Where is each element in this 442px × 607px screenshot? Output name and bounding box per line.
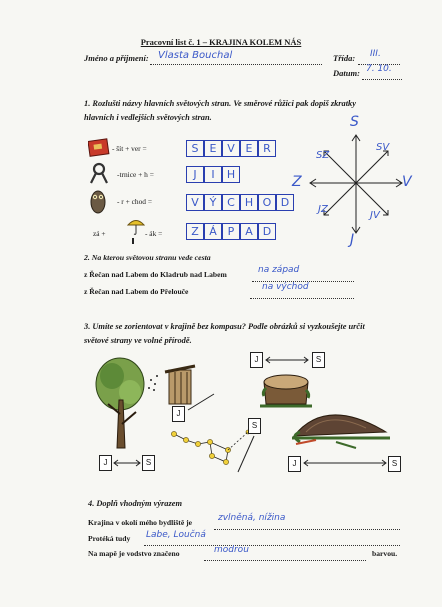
- owl-icon: [88, 186, 108, 216]
- letter-box[interactable]: E: [240, 140, 258, 157]
- name-value[interactable]: Vlasta Bouchal: [158, 50, 233, 61]
- task3-heading-2: světové strany ve volné přírodě.: [84, 336, 192, 345]
- compass-south[interactable]: J: [350, 232, 355, 248]
- date-label: Datum:: [333, 68, 360, 78]
- task1-heading-2: hlavních i vedlejších světových stran.: [84, 113, 212, 122]
- compass-southwest[interactable]: JZ: [318, 204, 328, 215]
- compass-northwest[interactable]: SZ: [316, 150, 330, 161]
- task4-map-label: Na mapě je vodstvo značeno: [88, 549, 180, 558]
- anthill-direction-arrow: [302, 458, 388, 468]
- class-value[interactable]: III.: [370, 49, 381, 59]
- letter-box[interactable]: A: [240, 223, 258, 240]
- task2-route-2: z Řečan nad Labem do Přelouče: [84, 287, 189, 296]
- task4-river-value[interactable]: Labe, Loučná: [146, 530, 206, 540]
- tree-north-label[interactable]: S: [142, 455, 155, 471]
- compass-west[interactable]: Z: [292, 174, 302, 190]
- compass-north[interactable]: S: [350, 114, 359, 130]
- task2-answer-1[interactable]: na západ: [258, 265, 300, 275]
- task4-river-label: Protéká tudy: [88, 534, 131, 543]
- letter-box[interactable]: O: [258, 194, 276, 211]
- task2-heading: 2. Na kterou světovou stranu vede cesta: [84, 253, 211, 262]
- task4-heading: 4. Doplň vhodným výrazem: [88, 499, 182, 508]
- letter-box[interactable]: S: [186, 140, 204, 157]
- book-icon: [88, 137, 110, 159]
- riddle-4-text: - ák =: [145, 229, 163, 238]
- letter-box[interactable]: R: [258, 140, 276, 157]
- letter-box[interactable]: D: [258, 223, 276, 240]
- hut-pointer-line: [186, 392, 216, 412]
- letter-box[interactable]: Ý: [204, 194, 222, 211]
- task2-answer-2[interactable]: na východ: [262, 282, 309, 292]
- letter-box[interactable]: V: [222, 140, 240, 157]
- class-label: Třída:: [333, 53, 356, 63]
- stump-north-label[interactable]: S: [312, 352, 325, 368]
- letter-box[interactable]: V: [186, 194, 204, 211]
- worksheet-title: Pracovní list č. 1 – KRAJINA KOLEM NÁS: [140, 37, 302, 47]
- task4-landscape-value[interactable]: zvlněná, nížina: [218, 513, 286, 523]
- compass-northeast[interactable]: SV: [376, 142, 390, 153]
- compass-east[interactable]: V: [402, 174, 412, 190]
- umbrella-icon: [127, 216, 145, 236]
- letter-box[interactable]: E: [204, 140, 222, 157]
- riddle-4-prefix: zá +: [93, 229, 106, 238]
- name-label: Jméno a příjmení:: [84, 53, 149, 63]
- letter-box[interactable]: C: [222, 194, 240, 211]
- task2-route-1: z Řečan nad Labem do Kladrub nad Labem: [84, 270, 227, 279]
- task4-landscape-label: Krajina v okolí mého bydliště je: [88, 518, 192, 527]
- stump-south-label[interactable]: J: [250, 352, 263, 368]
- riddle-3-text: - r + chod =: [117, 197, 153, 206]
- letter-box[interactable]: Z: [186, 223, 204, 240]
- ribbon-icon: [87, 161, 111, 185]
- riddle-mark: [132, 238, 134, 244]
- compass-southeast[interactable]: JV: [370, 210, 380, 221]
- task4-map-value[interactable]: modrou: [214, 545, 249, 555]
- letter-box[interactable]: H: [240, 194, 258, 211]
- letter-box[interactable]: Á: [204, 223, 222, 240]
- compass-rose: [300, 125, 412, 243]
- task4-map-suffix: barvou.: [372, 549, 398, 558]
- letter-box[interactable]: J: [186, 166, 204, 183]
- stump-direction-arrow: [264, 355, 310, 365]
- tree-direction-arrow: [112, 458, 142, 468]
- tree-illustration: [90, 354, 152, 454]
- anthill-north-label[interactable]: S: [388, 456, 401, 472]
- tree-south-label[interactable]: J: [99, 455, 112, 471]
- letter-box[interactable]: D: [276, 194, 294, 211]
- hut-south-label[interactable]: J: [172, 406, 185, 422]
- letter-box[interactable]: P: [222, 223, 240, 240]
- riddle-1-text: - šít + ver =: [112, 144, 147, 153]
- anthill-illustration: [286, 392, 396, 454]
- date-value[interactable]: 7. 10.: [366, 64, 392, 74]
- stars-pointer-line: [234, 434, 256, 474]
- riddle-2-text: -trnice + h =: [117, 170, 154, 179]
- anthill-south-label[interactable]: J: [288, 456, 301, 472]
- letter-box[interactable]: H: [222, 166, 240, 183]
- task3-heading: 3. Umíte se zorientovat v krajině bez kompasu? Podle obrázků si vyzkoušejte určit: [84, 322, 365, 331]
- stars-north-label[interactable]: S: [248, 418, 261, 434]
- letter-box[interactable]: I: [204, 166, 222, 183]
- task1-heading: 1. Rozlušti názvy hlavních světových stran. Ve směrové růžici pak dopiš zkratky: [84, 99, 356, 108]
